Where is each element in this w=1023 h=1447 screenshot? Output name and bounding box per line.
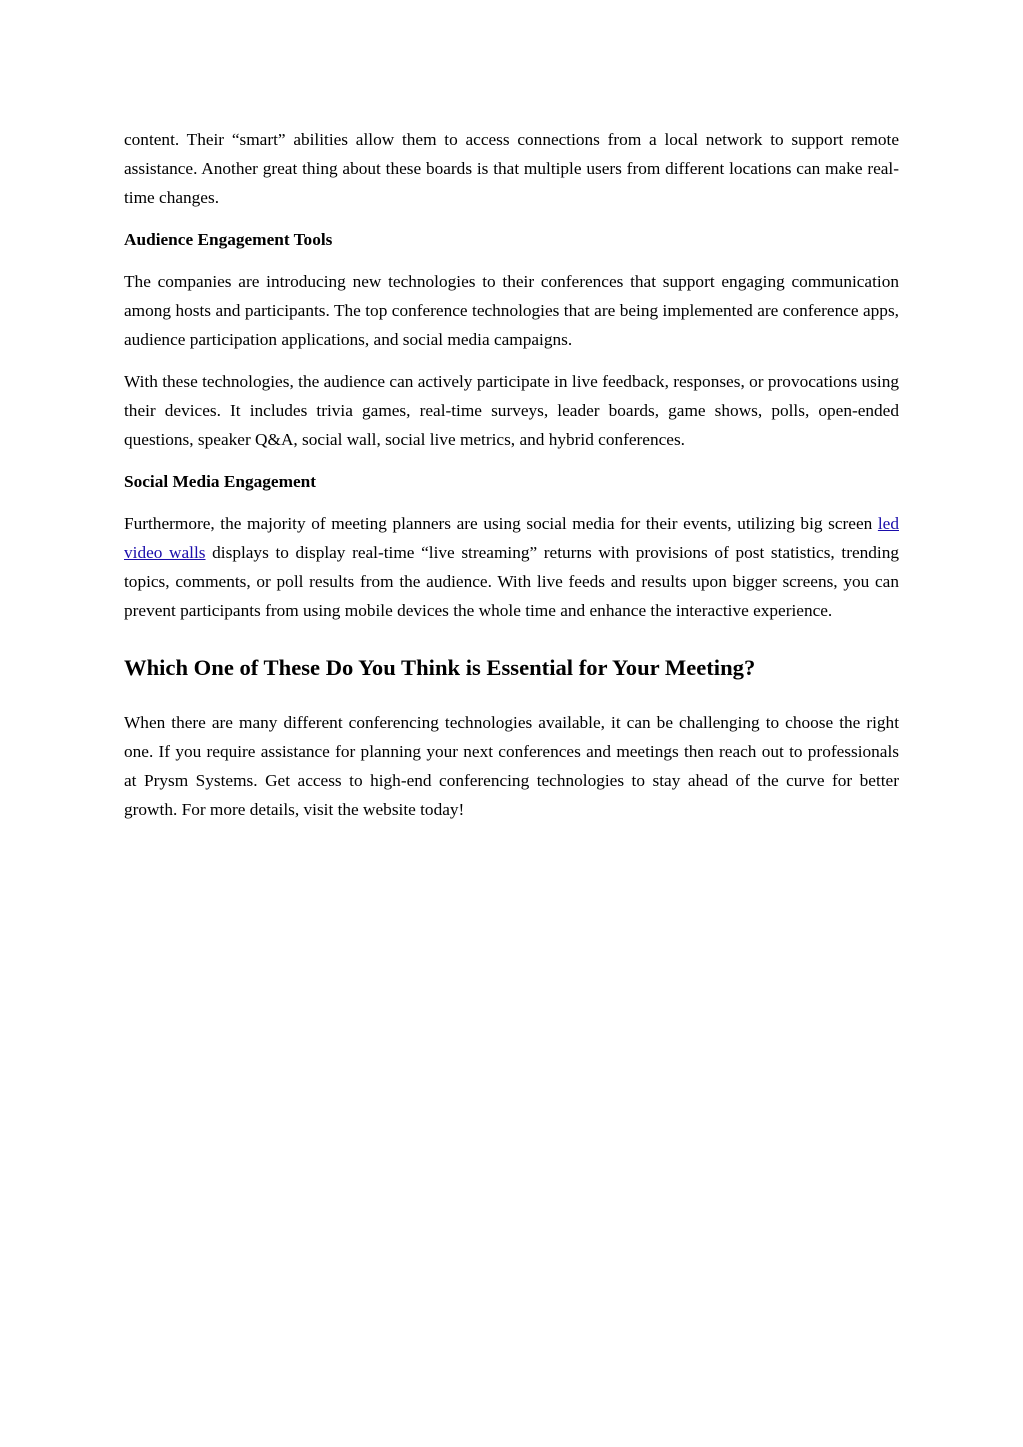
social-text-after-link: displays to display real-time “live streaming” returns with provisions of post statistics, trending topics, comments, or poll results from the audience. With live feeds and results upon bigger screens, you can prevent participants from using mobile devices the whole time and enhance the interactive experience. [124,543,899,620]
document-page [124,125,899,837]
social-text-before-link: Furthermore, the majority of meeting planners are using social media for their events, utilizing big screen [124,514,878,533]
audience-paragraph-2: With these technologies, the audience can actively participate in live feedback, responses, or provocations using their devices. It includes trivia games, real-time surveys, leader boards, game shows, polls, open-ended questions, speaker Q&A, social wall, social live metrics, and hybrid conferences. [124,372,899,449]
social-media-paragraph [124,509,899,625]
audience-paragraph-1: The companies are introducing new technologies to their conferences that support engaging communication among hosts and participants. The top conference technologies that are being implemented are conference apps, audience participation applications, and social media campaigns. [124,272,899,349]
essential-section-heading: Which One of These Do You Think is Essential for Your Meeting? [124,655,756,680]
social-media-engagement-heading: Social Media Engagement [124,472,317,491]
essential-paragraph: When there are many different conferencing technologies available, it can be challenging to choose the right one. If you require assistance for planning your next conferences and meetings then reach out to professionals at Prysm Systems. Get access to high-end conferencing technologies to stay ahead of the curve for better growth. For more details, visit the website today! [124,713,899,819]
intro-paragraph: content. Their “smart” abilities allow them to access connections from a local network to support remote assistance. Another great thing about these boards is that multiple users from different locations can make real-time changes. [124,130,899,207]
audience-engagement-heading: Audience Engagement Tools [124,230,333,249]
led-video-walls-link[interactable]: led video walls [124,514,899,562]
